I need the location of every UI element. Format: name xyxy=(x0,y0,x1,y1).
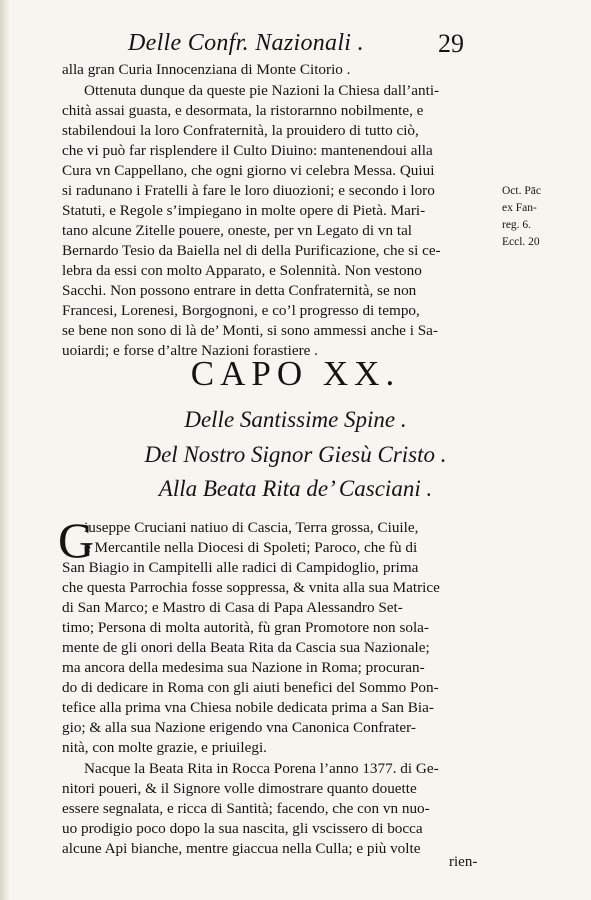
text-line: Ottenuta dunque da queste pie Nazioni la Chiesa dall’anti- xyxy=(84,82,440,99)
margin-note-line: ex Fan- xyxy=(502,202,537,214)
text-line: nità, con molte grazie, e priuilegi. xyxy=(62,739,267,756)
text-line: mente de gli onori della Beata Rita da Cascia sua Nazionale; xyxy=(62,639,430,656)
page-number: 29 xyxy=(438,29,464,58)
chapter-subtitle: Del Nostro Signor Giesù Cristo . xyxy=(144,442,447,467)
text-line: chità assai guasta, e desormata, la ristorarnno nobilmente, e xyxy=(62,102,424,119)
text-line: ma ancora della medesima sua Nazione in Roma; procuran- xyxy=(62,659,425,676)
text-line: uoiardi; e forse d’altre Nazioni forastiere . xyxy=(62,342,318,359)
text-line: timo; Persona di molta autorità, fù gran Promotore non sola- xyxy=(62,619,429,636)
text-line: lebra da essi con molto Apparato, e Solennità. Non vestono xyxy=(62,262,422,279)
chapter-heading: CAPO XX. xyxy=(190,354,401,393)
text-line: si radunano i Fratelli à fare le loro diuozioni; e secondo i loro xyxy=(62,182,435,199)
text-line: alla gran Curia Innocenziana di Monte Citorio . xyxy=(62,61,351,78)
text-line: Cura vn Cappellano, che ogni giorno vi celebra Messa. Quiui xyxy=(62,162,435,179)
text-line: tefice alla prima vna Chiesa nobile dedicata prima a San Bia- xyxy=(62,699,434,716)
margin-note xyxy=(502,183,586,251)
text-line: do di dedicare in Roma con gli aiuti benefici del Sommo Pon- xyxy=(62,679,439,696)
text-line: uo prodigio poco dopo la sua nascita, gli vscissero di bocca xyxy=(62,820,423,837)
chapter-subtitle: Alla Beata Rita de’ Casciani . xyxy=(158,476,433,501)
text-line: Statuti, e Regole s’impiegano in molte opere di Pietà. Mari- xyxy=(62,202,426,219)
text-line: iuseppe Cruciani natiuo di Cascia, Terra grossa, Ciuile, xyxy=(84,519,419,536)
text-line: gio; & alla sua Nazione erigendo vna Canonica Confrater- xyxy=(62,719,416,736)
drop-cap: G xyxy=(58,512,95,568)
catchword: rien- xyxy=(449,854,478,870)
text-line: che questa Parrochia fosse soppressa, & vnita alla sua Matrice xyxy=(62,579,440,596)
text-line: se bene non sono di là de’ Monti, si sono ammessi anche i Sa- xyxy=(62,322,438,339)
margin-note-line: Oct. Pāc xyxy=(502,185,541,197)
text-line: di San Marco; e Mastro di Casa di Papa Alessandro Set- xyxy=(62,599,403,616)
text-line: San Biagio in Campitelli alle radici di Campidoglio, prima xyxy=(62,559,419,576)
text-line: che vi può far risplendere il Culto Diuino: mantenendoui alla xyxy=(62,142,433,159)
chapter-subtitle: Delle Santissime Spine . xyxy=(184,407,407,432)
margin-note-line: Eccl. 20 xyxy=(502,236,540,248)
text-line: tano alcune Zitelle pouere, oneste, per vn Legato di vn tal xyxy=(62,222,413,239)
text-line: stabilendoui la loro Confraternità, la prouidero di tutto ciò, xyxy=(62,122,419,139)
text-line: Nacque la Beata Rita in Rocca Porena l’anno 1377. di Ge- xyxy=(84,760,439,777)
text-line: essere segnalata, e ricca di Santità; facendo, che con vn nuo- xyxy=(62,800,430,817)
text-line: alcune Api bianche, mentre giaccua nella Culla; e più volte xyxy=(62,840,421,857)
running-title: Delle Confr. Nazionali . xyxy=(128,30,364,56)
margin-note-line: reg. 6. xyxy=(502,219,532,231)
text-line: nitori poueri, & il Signore volle dimostrare quanto douette xyxy=(62,780,417,797)
text-line: Sacchi. Non possono entrare in detta Confraternità, se non xyxy=(62,282,417,299)
text-line: e Mercantile nella Diocesi di Spoleti; Paroco, che fù di xyxy=(84,539,418,556)
text-line: Bernardo Tesio da Baiella nel di della Purificazione, che si ce- xyxy=(62,242,441,259)
page-header xyxy=(0,30,591,64)
text-line: Francesi, Lorenesi, Borgognoni, e co’l progresso di tempo, xyxy=(62,302,420,319)
